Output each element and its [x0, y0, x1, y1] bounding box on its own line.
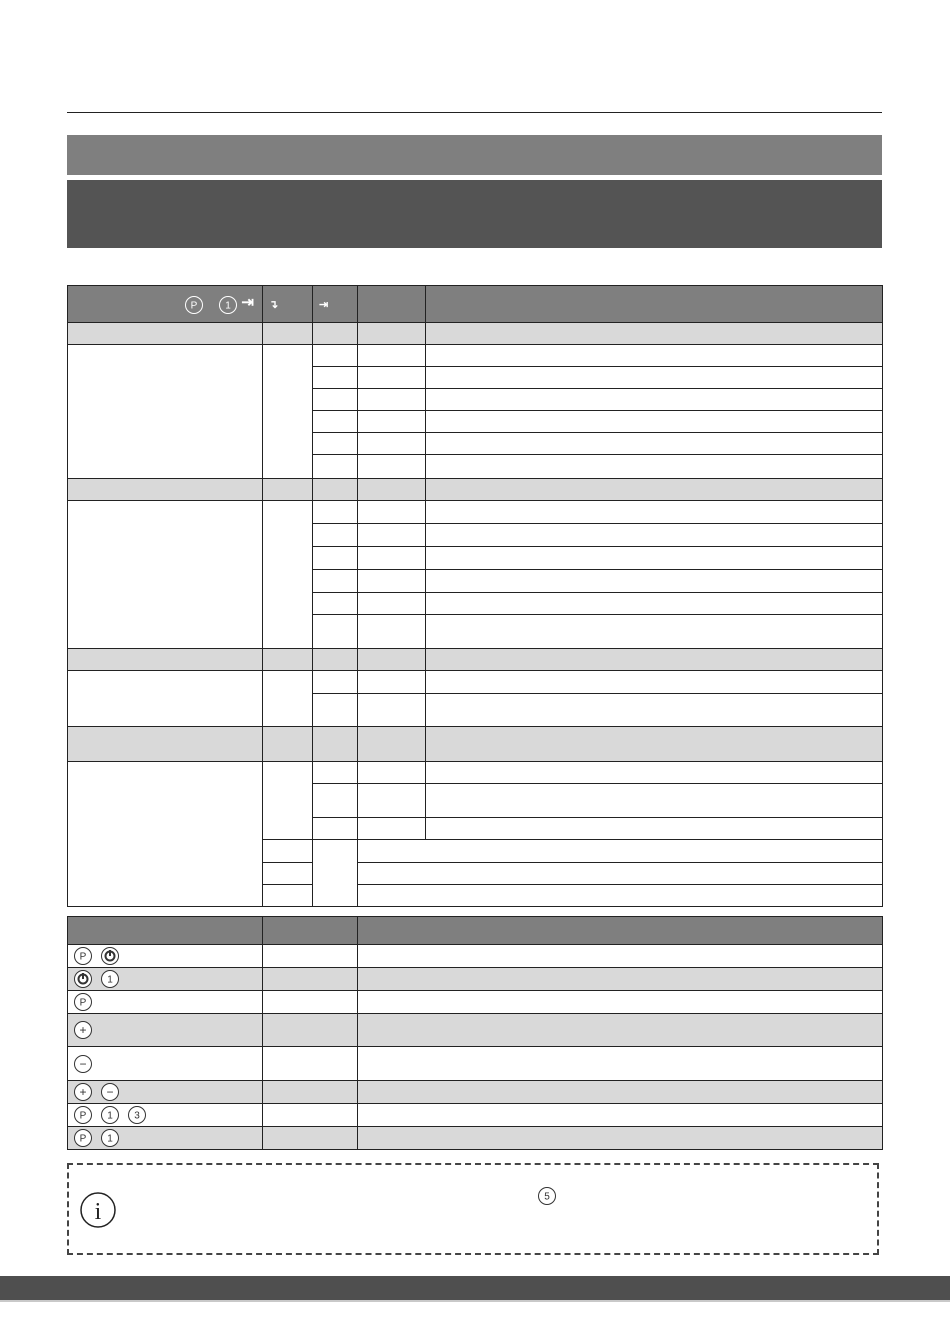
one-key-icon: [100, 1105, 120, 1125]
p-key-icon: [73, 1105, 93, 1125]
p-key-icon: [73, 1128, 93, 1148]
svg-text:−: −: [79, 1056, 87, 1071]
svg-text:1: 1: [225, 300, 232, 312]
svg-text:1: 1: [107, 1110, 113, 1122]
power-key-icon: [73, 969, 93, 989]
svg-text:5: 5: [544, 1191, 550, 1203]
table-row: [68, 345, 883, 367]
one-key-icon: [100, 969, 120, 989]
section-row: [68, 479, 883, 501]
tab-arrow-icon: ⇥: [241, 294, 254, 312]
one-key-icon: [218, 295, 238, 315]
svg-text:P: P: [190, 300, 198, 312]
plus-key-icon: [73, 1020, 93, 1040]
key-combination-table: [67, 916, 883, 1150]
table-row: [68, 671, 883, 694]
chapter-band: [67, 135, 882, 175]
svg-text:P: P: [79, 951, 87, 963]
p-key-icon: [73, 992, 93, 1012]
section-row: [68, 649, 883, 671]
section-row: [68, 323, 883, 345]
header-cell-empty: [426, 286, 883, 323]
minus-key-icon: [73, 1054, 93, 1074]
footer-rule: [0, 1300, 950, 1302]
section-title-band: [67, 180, 882, 248]
table-row: [68, 1014, 883, 1047]
info-icon: [79, 1191, 117, 1229]
minus-key-icon: [100, 1082, 120, 1102]
table-row: [68, 1104, 883, 1127]
table-row: [68, 968, 883, 991]
tab-arrow-icon: ⇥: [313, 286, 358, 323]
top-rule: [67, 112, 882, 113]
power-key-icon: [100, 946, 120, 966]
svg-text:P: P: [79, 1133, 87, 1145]
table-header-row: [68, 917, 883, 945]
one-key-icon: [100, 1128, 120, 1148]
svg-text:+: +: [79, 1085, 87, 1099]
table-row: [68, 1081, 883, 1104]
table-row: [68, 1127, 883, 1150]
three-key-icon: [127, 1105, 147, 1125]
table-row: [68, 1047, 883, 1081]
svg-text:+: +: [79, 1023, 87, 1037]
table-row: [68, 501, 883, 524]
table-row: [68, 762, 883, 784]
header-control-cell: [68, 286, 263, 323]
five-key-icon: [537, 1186, 557, 1206]
p-key-icon: [73, 946, 93, 966]
svg-text:i: i: [94, 1199, 102, 1225]
svg-text:1: 1: [107, 1133, 113, 1145]
settings-table: [67, 285, 883, 907]
down-arrow-icon: ↴: [263, 286, 313, 323]
table-row: [68, 991, 883, 1014]
header-cell-empty: [358, 286, 426, 323]
plus-key-icon: [73, 1082, 93, 1102]
table-header-row: [68, 286, 883, 323]
table-row: [68, 945, 883, 968]
svg-text:3: 3: [134, 1110, 140, 1122]
svg-text:P: P: [79, 997, 87, 1009]
page-footer-band: [0, 1276, 950, 1300]
svg-text:P: P: [79, 1110, 87, 1122]
section-row: [68, 727, 883, 762]
info-note-box: [67, 1163, 879, 1255]
svg-text:−: −: [106, 1085, 114, 1099]
p-key-icon: [184, 295, 204, 315]
svg-text:1: 1: [107, 974, 113, 986]
